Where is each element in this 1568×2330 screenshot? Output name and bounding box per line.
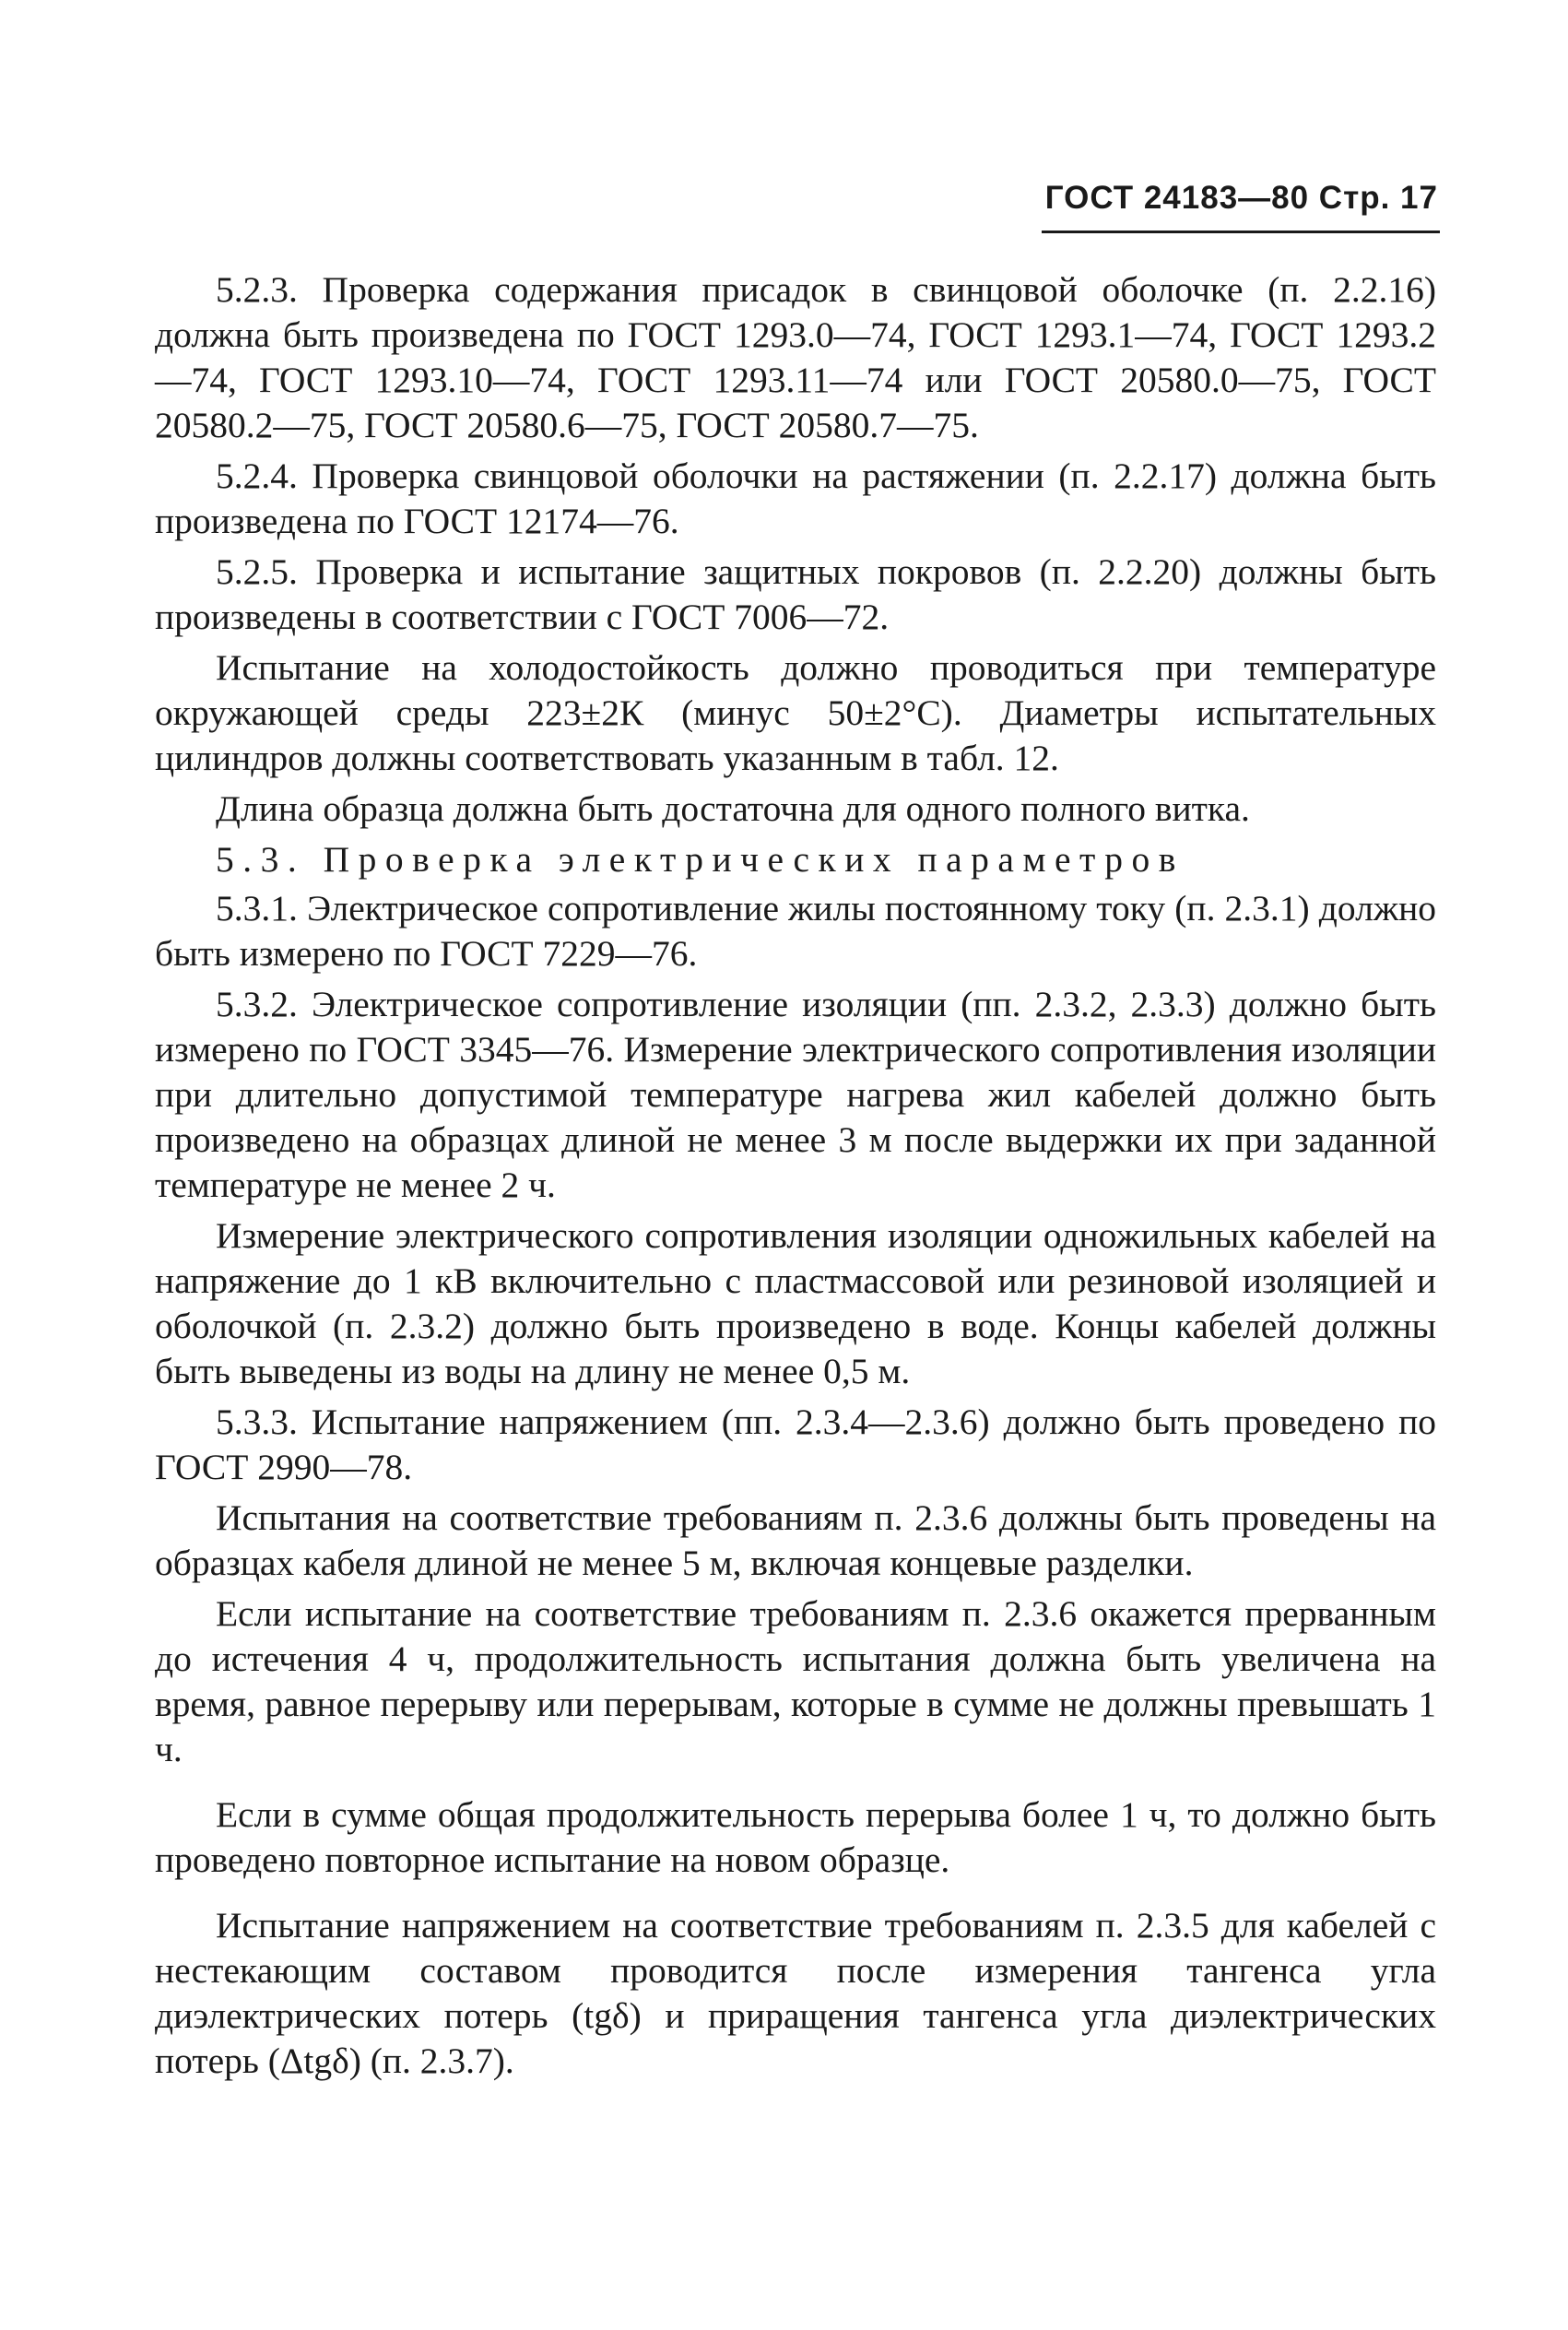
paragraph-interrupted-test: Если испытание на соответствие требованиям п. 2.3.6 окажется прерванным до истечения 4 ч, продолжительность испытания должна быть увеличена на время, равное перерыву или перерывам, которые в сумме не должны превышать 1 ч.: [155, 1593, 1436, 1769]
paragraph-cold-resistance: Испытание на холодостойкость должно проводиться при температуре окружающей среды 223±2К (минус 50±2°С). Диаметры испытательных цилиндров должны соответствовать указанным в табл. 12.: [155, 647, 1436, 778]
paragraph-5-3-3: 5.3.3. Испытание напряжением (пп. 2.3.4—2.3.6) должно быть проведено по ГОСТ 2990—78.: [155, 1402, 1436, 1487]
paragraph-voltage-test-2-3-5: Испытание напряжением на соответствие требованиям п. 2.3.5 для кабелей с нестекающим составом проводится после измерения тангенса угла диэлектрических потерь (tgδ) и приращения тангенса угла диэлектрических потерь (Δtgδ) (п. 2.3.7).: [155, 1905, 1436, 2081]
paragraph-5-3-1: 5.3.1. Электрическое сопротивление жилы постоянному току (п. 2.3.1) должно быть измерено по ГОСТ 7229—76.: [155, 888, 1436, 974]
paragraph-5-2-5: 5.2.5. Проверка и испытание защитных покровов (п. 2.2.20) должны быть произведены в соответствии с ГОСТ 7006—72.: [155, 551, 1436, 637]
paragraph-repeat-test: Если в сумме общая продолжительность перерыва более 1 ч, то должно быть проведено повторное испытание на новом образце.: [155, 1794, 1436, 1880]
paragraph-5-2-4: 5.2.4. Проверка свинцовой оболочки на растяжении (п. 2.2.17) должна быть произведена по ГОСТ 12174—76.: [155, 455, 1436, 541]
paragraph-single-core-measurement: Измерение электрического сопротивления изоляции одножильных кабелей на напряжение до 1 кВ включительно с пластмассовой или резиновой изоляцией и оболочкой (п. 2.3.2) должно быть произведено в воде. Концы кабелей должны быть выведены из воды на длину не менее 0,5 м.: [155, 1215, 1436, 1391]
paragraph-5-2-3: 5.2.3. Проверка содержания присадок в свинцовой оболочке (п. 2.2.16) должна быть произведена по ГОСТ 1293.0—74, ГОСТ 1293.1—74, ГОСТ 1293.2—74, ГОСТ 1293.10—74, ГОСТ 1293.11—74 или ГОСТ 20580.0—75, ГОСТ 20580.2—75, ГОСТ 20580.6—75, ГОСТ 20580.7—75.: [155, 269, 1436, 445]
document-body: [155, 267, 1436, 2089]
section-title-5-3: 5.3. Проверка электрических параметров: [216, 839, 1185, 880]
paragraph-test-requirements-2-3-6: Испытания на соответствие требованиям п. 2.3.6 должны быть проведены на образцах кабеля длиной не менее 5 м, включая концевые разделки.: [155, 1497, 1436, 1583]
page-header: ГОСТ 24183—80 Стр. 17: [1044, 180, 1438, 216]
paragraph-5-3-2: 5.3.2. Электрическое сопротивление изоляции (пп. 2.3.2, 2.3.3) должно быть измерено по ГОСТ 3345—76. Измерение электрического сопротивления изоляции при длительно допустимой температуре нагрева жил кабелей должно быть произведено на образцах длиной не менее 3 м после выдержки их при заданной температуре не менее 2 ч.: [155, 984, 1436, 1205]
header-rule: [1042, 231, 1440, 233]
paragraph-sample-length: Длина образца должна быть достаточна для одного полного витка.: [216, 788, 1250, 829]
